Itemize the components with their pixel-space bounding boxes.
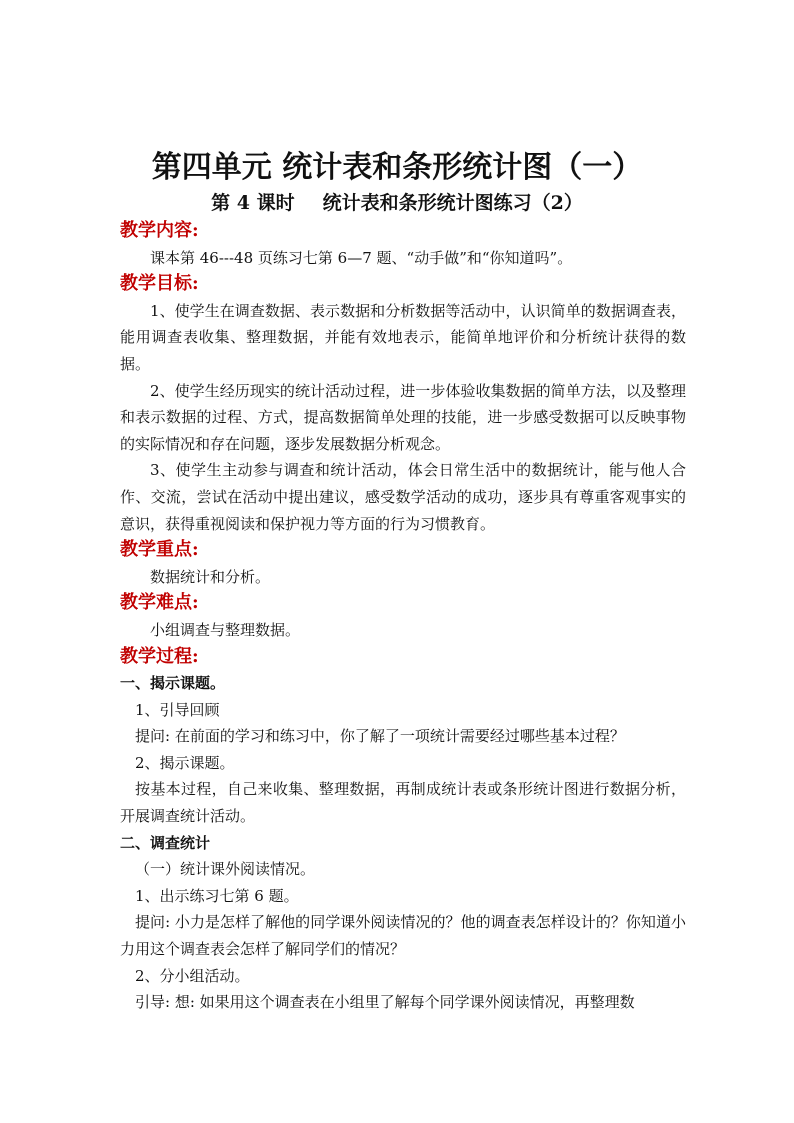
heading-teaching-process: 教学过程: <box>120 645 199 667</box>
process-part-2-title: 二、调查统计 <box>120 833 211 852</box>
process-step: 1、出示练习七第 6 题。 <box>135 886 299 905</box>
goal-item-2: 2、使学生经历现实的统计活动过程，进一步体验收集数据的简单方法，以及整理和表示数据的过程、方式，提高数据简单处理的技能，进一步感受数据可以反映事物的实际情况和存在问题，逐步发展数据分析观念。 <box>120 381 686 453</box>
process-subsection: （一）统计课外阅读情况。 <box>135 860 316 879</box>
document-title: 第四单元 统计表和条形统计图（一） <box>151 150 643 185</box>
heading-teaching-content: 教学内容: <box>120 220 199 241</box>
process-step: 1、引导回顾 <box>135 700 220 719</box>
difficulties-text: 小组调查与整理数据。 <box>150 620 301 639</box>
heading-key-points: 教学重点: <box>120 539 199 561</box>
process-question: 提问: 小力是怎样了解他的同学课外阅读情况的？他的调查表怎样设计的？你知道小力用这个调查表会怎样了解同学们的情况？ <box>120 913 686 959</box>
lesson-subtitle <box>0 189 794 217</box>
goal-item-1: 1、使学生在调查数据、表示数据和分析数据等活动中，认识简单的数据调查表，能用调查表收集、整理数据，并能有效地表示，能简单地评价和分析统计获得的数据。 <box>120 301 686 373</box>
document-body <box>120 218 686 1016</box>
lesson-number: 第 4 课时 <box>211 192 295 214</box>
lesson-name: 统计表和条形统计图练习（2） <box>322 192 583 214</box>
goal-item-3: 3、使学生主动参与调查和统计活动，体会日常生活中的数据统计，能与他人合作、交流，尝试在活动中提出建议，感受数学活动的成功，逐步具有尊重客观事实的意识，获得重视阅读和保护视力等方面的行为习惯教育。 <box>120 461 686 533</box>
process-paragraph: 按基本过程，自己来收集、整理数据，再制成统计表或条形统计图进行数据分析，开展调查统计活动。 <box>120 780 686 826</box>
process-guide: 引导: 想: 如果用这个调查表在小组里了解每个同学课外阅读情况，再整理数 <box>135 993 635 1012</box>
heading-difficulties: 教学难点: <box>120 592 199 614</box>
heading-teaching-goals: 教学目标: <box>120 273 199 295</box>
process-part-1-title: 一、揭示课题。 <box>120 674 226 693</box>
teaching-content-text: 课本第 46---48 页练习七第 6—7 题、“动手做”和“你知道吗”。 <box>150 248 573 267</box>
key-points-text: 数据统计和分析。 <box>150 567 271 586</box>
process-step: 2、分小组活动。 <box>135 966 250 985</box>
process-step: 2、揭示课题。 <box>135 753 235 772</box>
process-question: 提问: 在前面的学习和练习中，你了解了一项统计需要经过哪些基本过程？ <box>135 727 625 746</box>
